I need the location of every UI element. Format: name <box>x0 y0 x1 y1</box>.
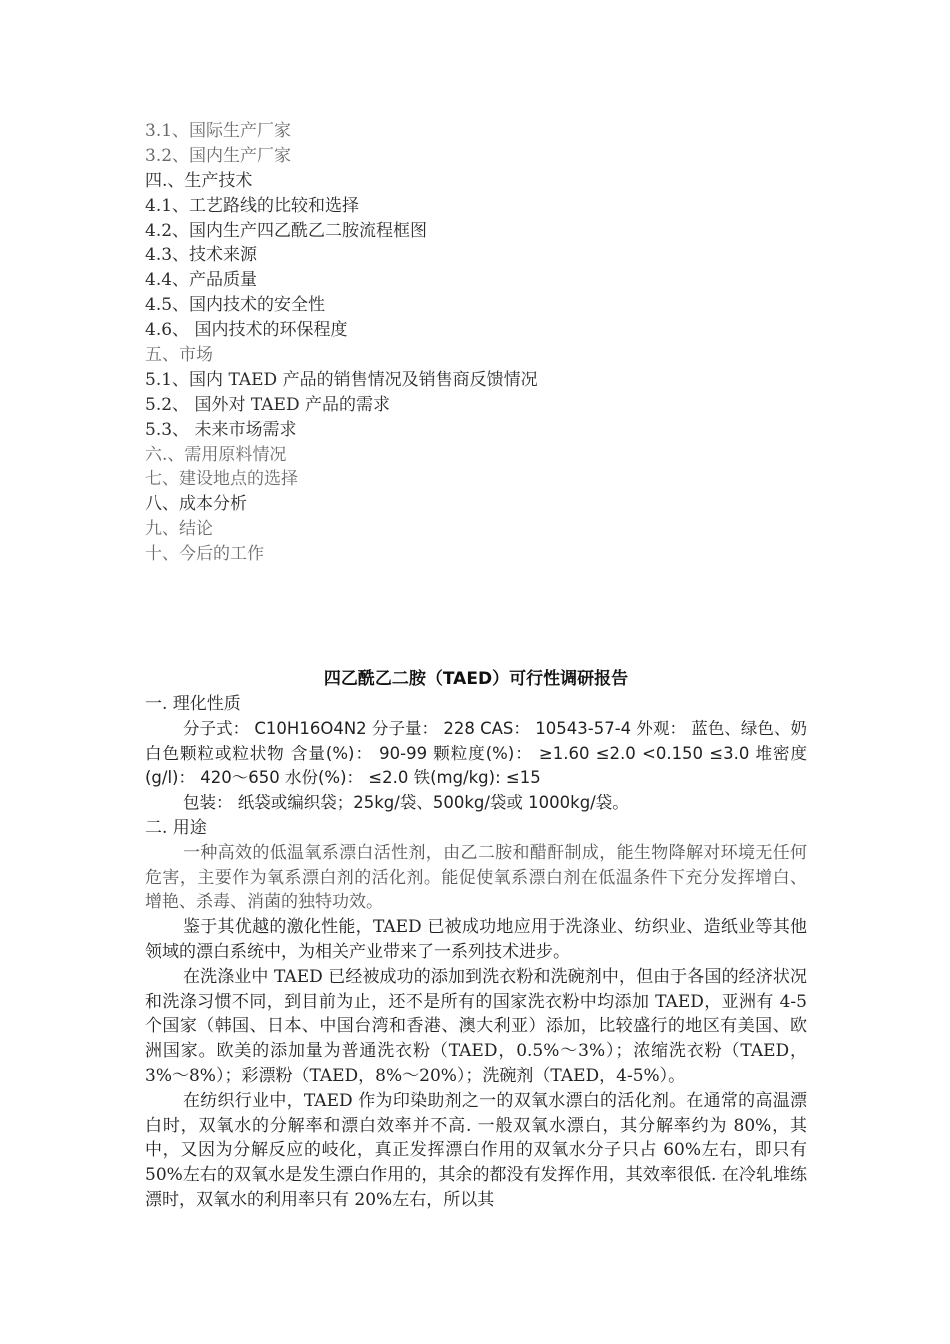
toc-item: 5.2、 国外对 TAED 产品的需求 <box>145 394 390 415</box>
packaging-paragraph: 包装： 纸袋或编织袋；25kg/袋、500kg/袋或 1000kg/袋。 <box>183 793 629 813</box>
toc-item: 3.1、国际生产厂家 <box>145 121 292 141</box>
toc-item: 5.3、 未来市场需求 <box>145 419 297 440</box>
uses-paragraph-4: 在纺织行业中，TAED 作为印染助剂之一的双氧水漂白的活化剂。在通常的高温漂白时，双氧水的分解率和漂白效率并不高. 一般双氧水漂白，其分解率约为 80%，其中，又因为分解反应的岐化，真正发挥漂白作用的双氧水分子只占 60%左右，即只有 50%左右的双氧水是发生漂白作用的，其余的都没有发挥作用，其效率很低. 在冷轧堆练漂时，双氧水的利用率只有 20%左右，所以其 <box>145 1090 807 1210</box>
toc-item: 五、市场 <box>145 345 213 366</box>
toc-item: 4.3、技术来源 <box>145 245 258 266</box>
toc-item: 5.1、国内 TAED 产品的销售情况及销售商反馈情况 <box>145 369 538 390</box>
toc-item: 4.4、产品质量 <box>145 270 258 291</box>
report-title: 四乙酰乙二胺（TAED）可行性调研报告 <box>323 669 629 689</box>
toc-item: 4.2、国内生产四乙酰乙二胺流程框图 <box>145 220 428 241</box>
uses-paragraph-3: 在洗涤业中 TAED 已经被成功的添加到洗衣粉和洗碗剂中，但由于各国的经济状况和洗涤习惯不同，到目前为止，还不是所有的国家洗衣粉中均添加 TAED，亚洲有 4-5 个国家（韩国、日本、中国台湾和香港、澳大利亚）添加，比较盛行的地区有美国、欧洲国家。欧美的添加量为普通洗衣粉（TAED，0.5%～3%）；浓缩洗衣粉（TAED，3%～8%）；彩漂粉（TAED，8%～20%）；洗碗剂（TAED，4-5%）。 <box>145 966 807 1086</box>
toc-item: 七、建设地点的选择 <box>145 469 298 490</box>
toc-item: 4.1、工艺路线的比较和选择 <box>145 195 360 216</box>
report-body <box>145 666 807 1213</box>
properties-paragraph: 分子式： C10H16O4N2 分子量： 228 CAS： 10543-57-4 外观： 蓝色、绿色、奶白色颗粒或粒状物 含量(%)： 90-99 颗粒度(%)： ≥1.60 ≤2.0 <0.150 ≤3.0 堆密度(g/l)： 420～650 水份(%)： ≤2.0 铁(mg/kg): ≤15 <box>145 718 808 788</box>
toc-item: 4.6、 国内技术的环保程度 <box>145 320 348 341</box>
table-of-contents <box>145 119 825 567</box>
toc-item: 3.2、国内生产厂家 <box>145 145 292 166</box>
toc-item: 九、结论 <box>145 519 213 540</box>
toc-item: 六.、需用原料情况 <box>145 444 287 465</box>
uses-paragraph-1: 一种高效的低温氧系漂白活性剂，由乙二胺和醋酐制成，能生物降解对环境无任何危害，主要作为氧系漂白剂的活化剂。能促使氧系漂白剂在低温条件下充分发挥增白、增艳、杀毒、消菌的独特功效。 <box>145 842 807 913</box>
section-heading-uses: 二. 用途 <box>145 817 207 838</box>
toc-item: 八、成本分析 <box>145 494 247 515</box>
uses-paragraph-2: 鉴于其优越的激化性能，TAED 已被成功地应用于洗涤业、纺织业、造纸业等其他领域的漂白系统中，为相关产业带来了一系列技术进步。 <box>145 917 807 962</box>
toc-item: 4.5、国内技术的安全性 <box>145 295 326 316</box>
section-heading-properties: 一. 理化性质 <box>145 694 241 714</box>
toc-item: 十、今后的工作 <box>145 544 264 565</box>
toc-item: 四.、生产技术 <box>145 170 253 191</box>
